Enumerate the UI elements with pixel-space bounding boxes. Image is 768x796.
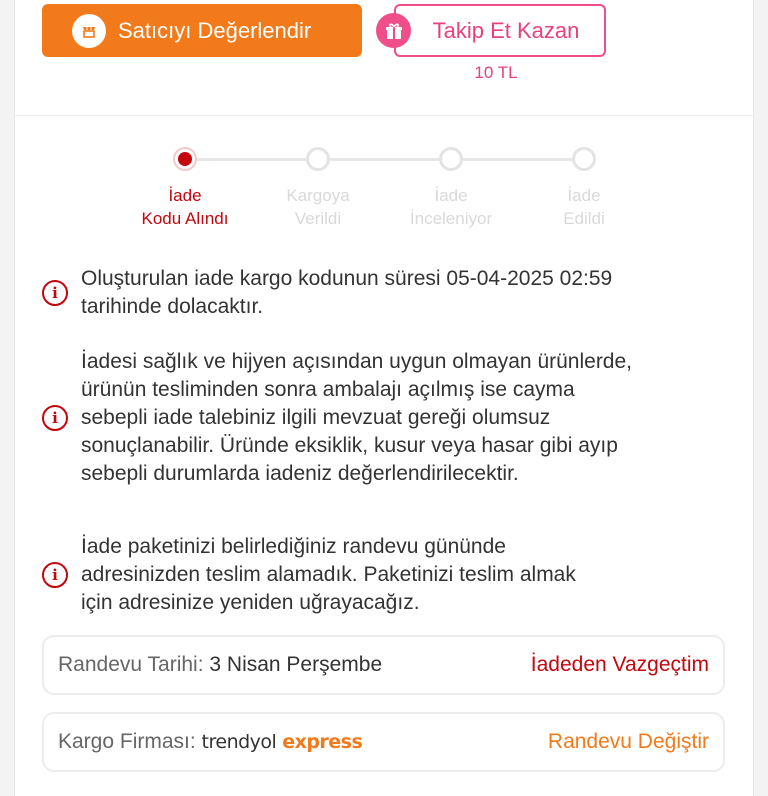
step-connector — [197, 158, 307, 161]
step-dot-active — [173, 147, 197, 171]
change-appointment-link[interactable]: Randevu Değiştir — [547, 730, 709, 753]
appointment-row — [42, 635, 725, 695]
carrier-label: Kargo Firması: — [58, 730, 196, 753]
step-label-returned: İade Edildi — [563, 186, 605, 228]
notice-hygiene: i İadesi sağlık ve hijyen açısından uygun olmayan ürünlerde, ürünün tesliminden sonra ambalajı açılmış ise cayma sebepli iade talebiniz ilgili mevzuat gereği olumsuz sonuçlanabilir. Üründe eksiklik, kusur veya hasar gibi ayıp sebepli durumlarda iadeniz değerlendirilecektir. — [42, 348, 632, 488]
notice-missed-pickup: i İade paketinizi belirlediğiniz randevu gününde adresinizden teslim alamadık. Paketinizi teslim almak için adresinize yeniden uğrayacağız. — [42, 533, 576, 617]
gift-icon — [376, 13, 411, 48]
follow-earn-label: Takip Et Kazan — [432, 17, 580, 43]
appointment-label: Randevu Tarihi: — [58, 653, 204, 676]
step-label-code-received: İade Kodu Alındı — [141, 186, 229, 228]
info-icon: i — [42, 405, 68, 431]
cancel-return-link[interactable]: İadeden Vazgeçtim — [530, 653, 709, 676]
step-label-shipped: Kargoya Verildi — [286, 186, 350, 228]
info-icon: i — [42, 280, 68, 306]
trendyol-express-logo: trendyol express — [201, 731, 363, 753]
notice-expiry: i Oluşturulan iade kargo kodunun süresi 05-04-2025 02:59 tarihinde dolacaktır. — [42, 265, 612, 321]
carrier-row — [42, 712, 725, 772]
follow-earn-reward: 10 TL — [474, 63, 518, 82]
step-connector — [463, 158, 573, 161]
appointment-date: 3 Nisan Perşembe — [209, 653, 383, 676]
step-dot — [572, 147, 596, 171]
rate-seller-button[interactable] — [42, 4, 362, 57]
step-connector — [330, 158, 440, 161]
step-dot — [306, 147, 330, 171]
step-dot — [439, 147, 463, 171]
follow-earn-button[interactable] — [394, 4, 606, 57]
store-icon — [72, 14, 106, 48]
info-icon: i — [42, 562, 68, 588]
step-label-reviewing: İade İnceleniyor — [409, 186, 493, 228]
rate-seller-label: Satıcıyı Değerlendir — [118, 17, 312, 43]
